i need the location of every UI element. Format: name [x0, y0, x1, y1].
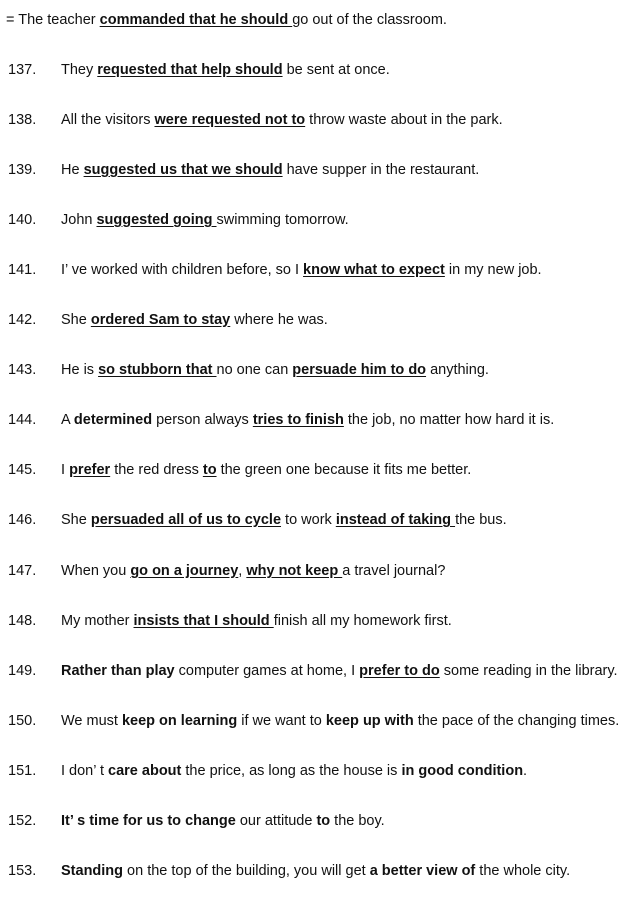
bold-phrase: determined: [73, 412, 153, 428]
item-number: 152.: [8, 813, 37, 829]
item-sentence: [61, 711, 619, 731]
item-number: 151.: [8, 763, 37, 779]
item-sentence: [61, 661, 618, 681]
sentence-text: = The teacher: [6, 12, 100, 28]
underlined-phrase: were requested not to: [154, 112, 306, 128]
sentence-text: the red dress: [110, 462, 203, 478]
sentence-text: in my new job.: [444, 262, 542, 278]
item-number: 150.: [8, 713, 37, 729]
item-number: 139.: [8, 162, 37, 178]
sentence-text: our attitude: [235, 813, 317, 829]
list-item: [0, 460, 640, 480]
underlined-phrase: suggested us that we should: [83, 162, 283, 178]
sentence-text: I don’ t: [61, 763, 109, 779]
list-item: [0, 611, 640, 631]
sentence-text: the price, as long as the house is: [181, 763, 402, 779]
sentence-text: some reading in the library.: [439, 663, 618, 679]
bold-phrase: care about: [108, 763, 182, 779]
sentence-text: A: [61, 412, 74, 428]
bold-phrase: It’ s time for us to change: [61, 813, 236, 829]
item-number: 143.: [8, 362, 37, 378]
sentence-text: .: [523, 763, 528, 779]
sentence-text: have supper in the restaurant.: [282, 162, 480, 178]
list-item: [0, 210, 640, 230]
underlined-phrase: suggested going: [96, 212, 217, 228]
list-item: [0, 711, 640, 731]
list-item: [0, 410, 640, 430]
sentence-text: on the top of the building, you will get: [123, 863, 370, 879]
sentence-text: anything.: [426, 362, 489, 378]
underlined-phrase: instead of taking: [335, 512, 456, 528]
list-item: [0, 811, 640, 831]
bold-phrase: Standing: [61, 863, 124, 879]
item-number: 145.: [8, 462, 37, 478]
sentence-text: the job, no matter how hard it is.: [343, 412, 555, 428]
item-sentence: [61, 260, 542, 280]
bold-phrase: in good condition: [401, 763, 524, 779]
sentence-text: go out of the classroom.: [292, 12, 447, 28]
sentence-text: the pace of the changing times.: [413, 713, 620, 729]
underlined-phrase: tries to finish: [252, 412, 344, 428]
sentence-text: if we want to: [237, 713, 326, 729]
item-sentence: [61, 811, 385, 831]
sentence-text: the green one because it fits me better.: [216, 462, 472, 478]
sentence-text: throw waste about in the park.: [305, 112, 503, 128]
item-number: 144.: [8, 412, 37, 428]
list-item: [0, 561, 640, 581]
item-number: 153.: [8, 863, 37, 879]
sentence-text: He: [61, 162, 84, 178]
sentence-text: be sent at once.: [282, 62, 390, 78]
sentence-text: no one can: [216, 362, 293, 378]
list-item: [0, 260, 640, 280]
list-item: [0, 360, 640, 380]
item-number: 137.: [8, 62, 37, 78]
sentence-text: I: [61, 462, 70, 478]
underlined-phrase: prefer to do: [359, 663, 440, 679]
item-number: 138.: [8, 112, 37, 128]
item-number: 146.: [8, 512, 37, 528]
item-sentence: [61, 110, 503, 130]
underlined-phrase: insists that I should: [133, 613, 274, 629]
item-sentence: [61, 561, 445, 581]
sentence-text: a travel journal?: [342, 563, 446, 579]
bold-phrase: keep up with: [325, 713, 414, 729]
list-item: [0, 110, 640, 130]
sentence-text: person always: [152, 412, 253, 428]
item-number: 140.: [8, 212, 37, 228]
sentence-text: the boy.: [330, 813, 385, 829]
list-item: [0, 510, 640, 530]
list-item: [0, 861, 640, 881]
bold-phrase: a better view of: [369, 863, 476, 879]
list-item: [0, 661, 640, 681]
list-item: [0, 761, 640, 781]
item-sentence: [61, 410, 554, 430]
item-number: 141.: [8, 262, 37, 278]
sentence-text: My mother: [61, 613, 134, 629]
list-item: [0, 160, 640, 180]
list-item: [0, 310, 640, 330]
underlined-phrase: prefer: [69, 462, 111, 478]
sentence-text: I’ ve worked with children before, so I: [61, 262, 304, 278]
sentence-text: We must: [61, 713, 122, 729]
item-sentence: [61, 60, 390, 80]
item-number: 147.: [8, 563, 37, 579]
underlined-phrase: commanded that he should: [99, 12, 293, 28]
sentence-text: the bus.: [455, 512, 507, 528]
bold-phrase: keep on learning: [121, 713, 238, 729]
item-sentence: [61, 460, 471, 480]
sentence-text: She: [61, 312, 91, 328]
item-sentence: [61, 761, 527, 781]
item-sentence: [61, 861, 570, 881]
item-sentence: [61, 160, 479, 180]
sentence-text: All the visitors: [61, 112, 155, 128]
sentence-text: He is: [61, 362, 99, 378]
item-sentence: [61, 360, 489, 380]
underlined-phrase: ordered Sam to stay: [90, 312, 231, 328]
sentence-text: ,: [238, 563, 247, 579]
item-sentence: [61, 510, 507, 530]
underlined-phrase: persuade him to do: [292, 362, 427, 378]
item-sentence: [61, 210, 349, 230]
underlined-phrase: know what to expect: [303, 262, 445, 278]
underlined-phrase: so stubborn that: [98, 362, 217, 378]
underlined-phrase: requested that help should: [97, 62, 283, 78]
item-number: 149.: [8, 663, 37, 679]
intro-sentence: [6, 10, 447, 30]
sentence-text: the whole city.: [475, 863, 571, 879]
item-number: 142.: [8, 312, 37, 328]
sentence-text: She: [61, 512, 91, 528]
bold-phrase: Rather than play: [61, 663, 175, 679]
underlined-phrase: why not keep: [246, 563, 343, 579]
sentence-text: computer games at home, I: [174, 663, 360, 679]
underlined-phrase: to: [202, 462, 217, 478]
list-item: [0, 60, 640, 80]
sentence-text: They: [61, 62, 98, 78]
sentence-text: John: [61, 212, 97, 228]
underlined-phrase: go on a journey: [130, 563, 239, 579]
sentence-text: finish all my homework first.: [273, 613, 452, 629]
underlined-phrase: persuaded all of us to cycle: [90, 512, 282, 528]
item-sentence: [61, 310, 328, 330]
item-number: 148.: [8, 613, 37, 629]
sentence-text: to work: [281, 512, 336, 528]
sentence-text: where he was.: [230, 312, 328, 328]
sentence-text: swimming tomorrow.: [216, 212, 349, 228]
sentence-text: When you: [61, 563, 131, 579]
bold-phrase: to: [316, 813, 331, 829]
item-sentence: [61, 611, 452, 631]
